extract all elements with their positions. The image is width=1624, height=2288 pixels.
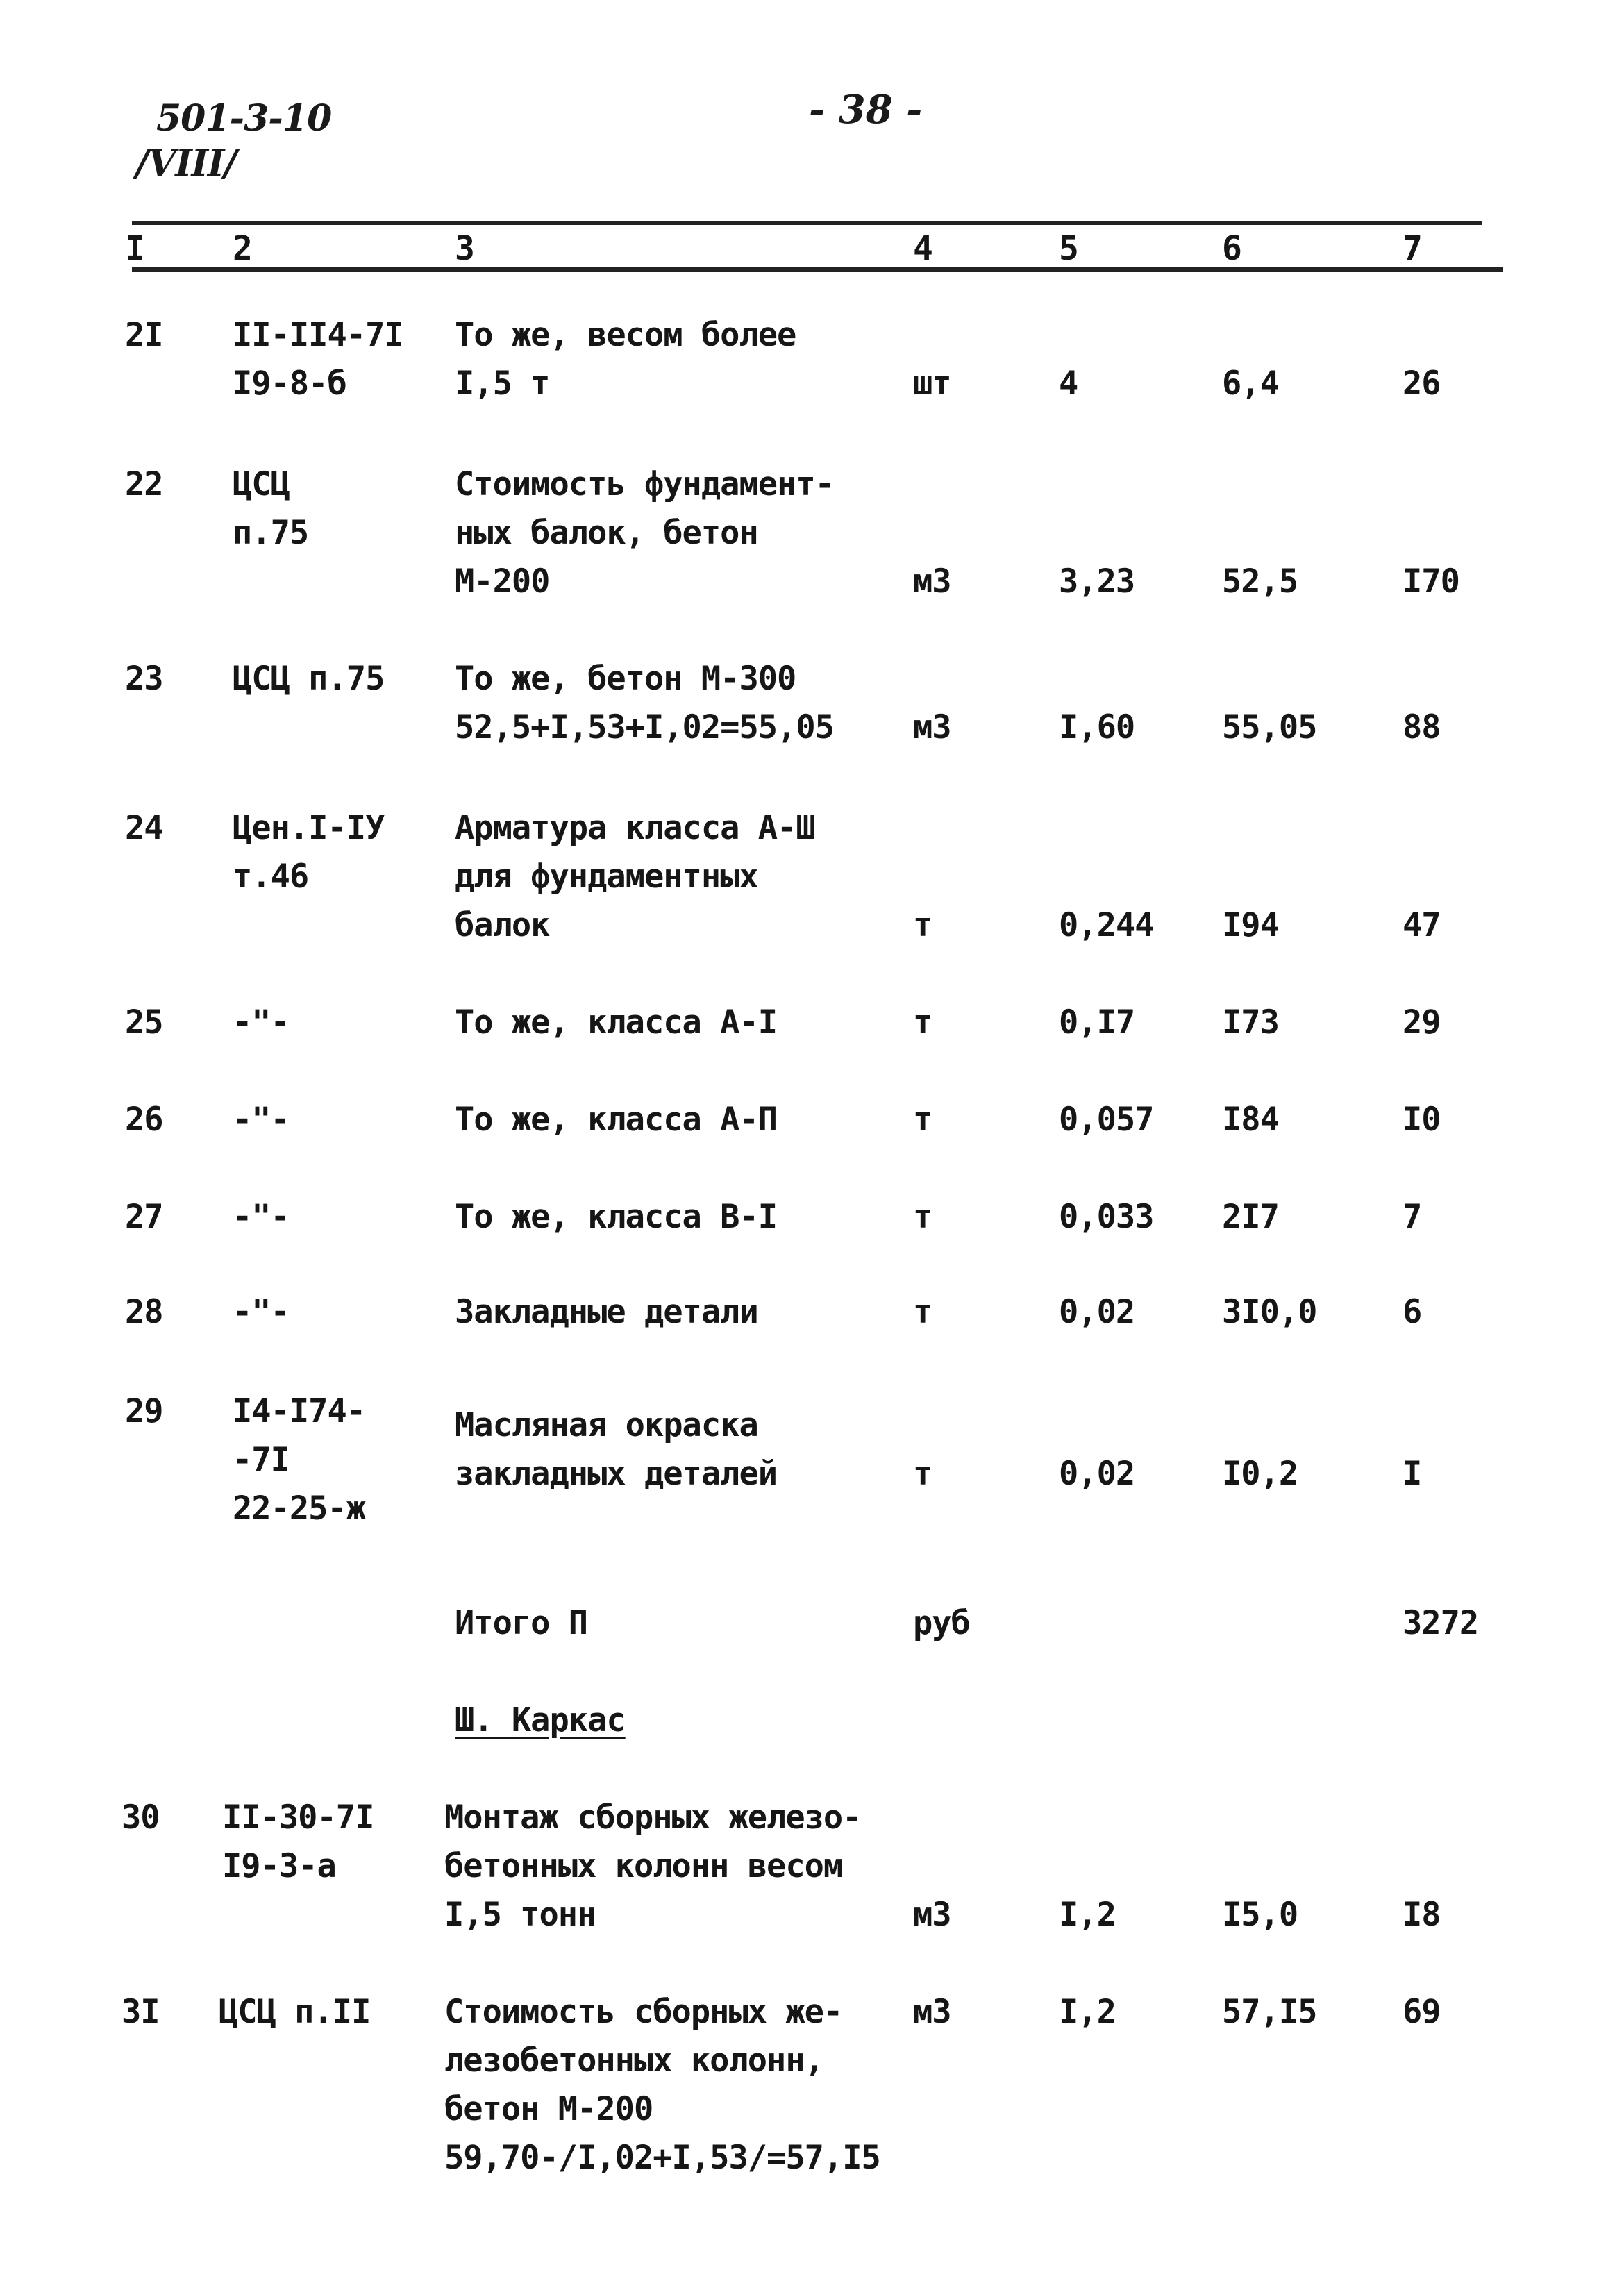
row-price: I5,0	[1222, 1896, 1298, 1934]
row-price: 6,4	[1222, 365, 1279, 403]
subtotal-unit: руб	[913, 1604, 970, 1642]
row-code: II-30-7I I9-3-а	[222, 1798, 374, 1885]
row-unit: шт	[913, 365, 951, 403]
row-qty: 0,02	[1059, 1293, 1135, 1331]
row-total: 69	[1403, 1993, 1441, 2031]
row-unit: м3	[913, 1993, 951, 2031]
row-qty: 0,I7	[1059, 1003, 1135, 1042]
doc-code: 501-3-10	[156, 97, 332, 140]
row-total: 6	[1403, 1293, 1422, 1331]
row-qty: 4	[1059, 365, 1078, 403]
col-header-2: 2	[233, 229, 253, 268]
row-num: 23	[125, 660, 163, 698]
row-code: II-II4-7I I9-8-б	[233, 316, 403, 403]
row-desc: То же, класса А-П	[455, 1101, 778, 1139]
row-total: 29	[1403, 1003, 1441, 1042]
row-num: 26	[125, 1101, 163, 1139]
row-price: 2I7	[1222, 1198, 1279, 1236]
row-price: 52,5	[1222, 562, 1298, 601]
row-total: 88	[1403, 708, 1441, 746]
row-desc: Монтаж сборных железо- бетонных колонн весом I,5 тонн	[444, 1798, 862, 1934]
col-header-5: 5	[1059, 229, 1079, 268]
row-price: 57,I5	[1222, 1993, 1317, 2031]
row-num: 24	[125, 809, 163, 847]
col-header-6: 6	[1222, 229, 1242, 268]
row-desc: То же, класса В-I	[455, 1198, 778, 1236]
row-desc: Арматура класса А-Ш для фундаментных балок	[455, 809, 815, 944]
row-qty: 0,057	[1059, 1101, 1154, 1139]
row-total: I0	[1403, 1101, 1441, 1139]
row-qty: I,2	[1059, 1896, 1116, 1934]
row-code: Цен.I-IУ т.46	[233, 809, 385, 896]
row-unit: м3	[913, 562, 951, 601]
row-code: -"-	[233, 1101, 290, 1139]
row-desc: То же, весом более I,5 т	[455, 316, 796, 403]
row-unit: м3	[913, 708, 951, 746]
row-num: 28	[125, 1293, 163, 1331]
row-qty: I,60	[1059, 708, 1135, 746]
page-number: - 38 -	[809, 87, 923, 133]
row-unit: т	[913, 1101, 932, 1139]
row-unit: т	[913, 1455, 932, 1493]
row-qty: 0,033	[1059, 1198, 1154, 1236]
section-heading: Ш. Каркас	[455, 1701, 626, 1739]
row-desc: Закладные детали	[455, 1293, 758, 1331]
row-price: I84	[1222, 1101, 1279, 1139]
col-header-7: 7	[1403, 229, 1423, 268]
row-num: 25	[125, 1003, 163, 1042]
row-desc: Стоимость сборных же- лезобетонных колонн, бетон М-200 59,70-/I,02+I,53/=57,I5	[444, 1993, 880, 2177]
row-code: ЦСЦ п.75	[233, 660, 385, 698]
row-code: ЦСЦ п.II	[219, 1993, 371, 2031]
row-qty: I,2	[1059, 1993, 1116, 2031]
row-qty: 3,23	[1059, 562, 1135, 601]
subtotal-total: 3272	[1403, 1604, 1479, 1642]
row-unit: т	[913, 1003, 932, 1042]
row-unit: м3	[913, 1896, 951, 1934]
row-price: I73	[1222, 1003, 1279, 1042]
row-price: 3I0,0	[1222, 1293, 1317, 1331]
col-header-4: 4	[913, 229, 933, 268]
row-num: 29	[125, 1392, 163, 1430]
row-code: ЦСЦ п.75	[233, 465, 309, 552]
doc-part: /VIII/	[135, 142, 237, 185]
row-unit: т	[913, 906, 932, 944]
row-code: I4-I74- -7I 22-25-ж	[233, 1392, 366, 1528]
table-top-rule	[132, 221, 1482, 225]
row-desc: То же, бетон М-300 52,5+I,53+I,02=55,05	[455, 660, 834, 746]
row-total: 7	[1403, 1198, 1422, 1236]
col-header-3: 3	[455, 229, 475, 268]
row-num: 22	[125, 465, 163, 503]
row-desc: То же, класса А-I	[455, 1003, 778, 1042]
row-total: I8	[1403, 1896, 1441, 1934]
subtotal-label: Итого П	[455, 1604, 588, 1642]
row-price: I94	[1222, 906, 1279, 944]
row-num: 2I	[125, 316, 163, 354]
row-qty: 0,244	[1059, 906, 1154, 944]
row-total: I70	[1403, 562, 1459, 601]
row-total: 26	[1403, 365, 1441, 403]
row-num: 3I	[122, 1993, 160, 2031]
row-qty: 0,02	[1059, 1455, 1135, 1493]
col-header-1: I	[125, 229, 145, 268]
row-desc: Стоимость фундамент- ных балок, бетон М-200	[455, 465, 834, 601]
row-num: 27	[125, 1198, 163, 1236]
row-code: -"-	[233, 1293, 290, 1331]
row-price: 55,05	[1222, 708, 1317, 746]
row-total: 47	[1403, 906, 1441, 944]
row-unit: т	[913, 1293, 932, 1331]
row-desc: Масляная окраска закладных деталей	[455, 1406, 778, 1493]
header-bottom-rule	[132, 267, 1503, 272]
row-total: I	[1403, 1455, 1422, 1493]
row-unit: т	[913, 1198, 932, 1236]
row-num: 30	[122, 1798, 160, 1837]
row-code: -"-	[233, 1198, 290, 1236]
row-code: -"-	[233, 1003, 290, 1042]
row-price: I0,2	[1222, 1455, 1298, 1493]
